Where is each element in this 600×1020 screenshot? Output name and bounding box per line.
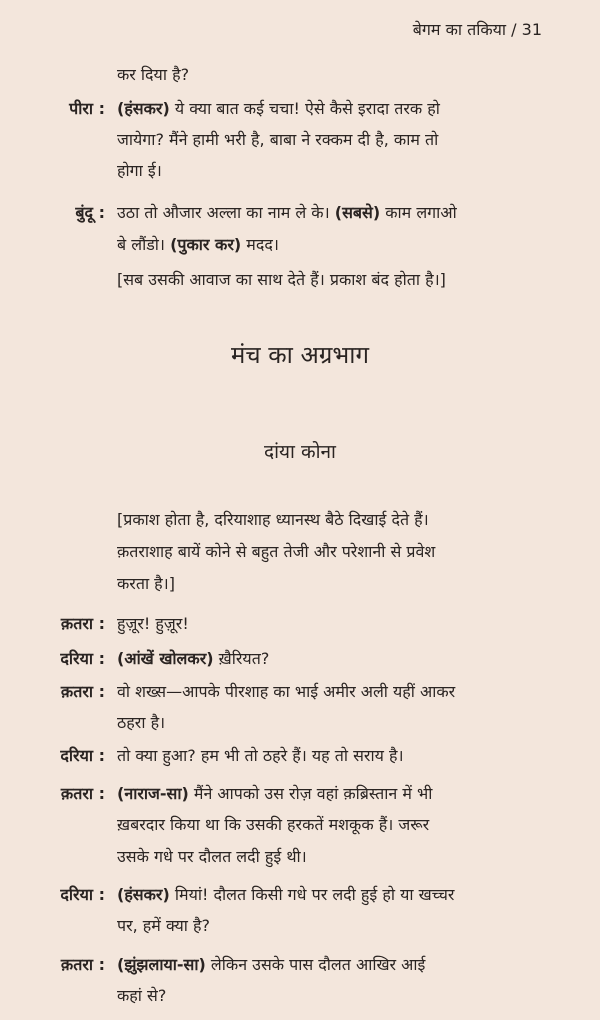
stage-direction: [प्रकाश होता है, दरियाशाह ध्यानस्थ बैठे दिखाई देते हैं। — [117, 510, 429, 529]
speaker-label: क़तरा : — [60, 955, 105, 974]
dialogue-line: (हंसकर) ये क्या बात कई चचा! ऐसे कैसे इरादा तरक हो — [117, 99, 440, 118]
continuation-line: कर दिया है? — [117, 65, 190, 84]
dialogue-line: (झुंझलाया-सा) लेकिन उसके पास दौलत आखिर आई — [117, 955, 426, 974]
speaker-label: दरिया : — [60, 649, 105, 668]
speaker-label: बुंदू : — [75, 203, 105, 222]
dialogue-line: उठा तो औजार अल्ला का नाम ले के। (सबसे) काम लगाओ — [117, 203, 457, 222]
dialogue-line: होगा ई। — [117, 161, 162, 180]
speaker-label: दरिया : — [60, 746, 105, 765]
dialogue-line: तो क्या हुआ? हम भी तो ठहरे हैं। यह तो सराय है। — [117, 746, 404, 765]
dialogue-line: कहां से? — [117, 986, 167, 1005]
speaker-label: क़तरा : — [60, 614, 105, 633]
dialogue-line: (नाराज-सा) मैंने आपको उस रोज़ वहां क़ब्रिस्तान में भी — [117, 784, 433, 803]
dialogue-line: (आंखें खोलकर) ख़ैरियत? — [117, 649, 270, 668]
speaker-label: दरिया : — [60, 885, 105, 904]
dialogue-line: ठहरा है। — [117, 713, 166, 732]
dialogue-line: जायेगा? मैंने हामी भरी है, बाबा ने रक्कम दी है, काम तो — [117, 130, 439, 149]
stage-direction: क़तराशाह बायें कोने से बहुत तेजी और परेशानी से प्रवेश — [117, 542, 436, 561]
dialogue-line: पर, हमें क्या है? — [117, 916, 211, 935]
speaker-label: पीरा : — [69, 99, 105, 118]
running-header: बेगम का तकिया / 31 — [412, 20, 542, 39]
dialogue-line: हुज़ूर! हुज़ूर! — [117, 614, 189, 633]
dialogue-line: ख़बरदार किया था कि उसकी हरकतें मशकूक हैं। जरूर — [117, 815, 430, 834]
speaker-label: क़तरा : — [60, 784, 105, 803]
speaker-label: क़तरा : — [60, 682, 105, 701]
dialogue-line: उसके गधे पर दौलत लदी हुई थी। — [117, 847, 307, 866]
dialogue-line: (हंसकर) मियां! दौलत किसी गधे पर लदी हुई हो या खच्चर — [117, 885, 455, 904]
stage-direction: [सब उसकी आवाज का साथ देते हैं। प्रकाश बंद होता है।] — [117, 270, 446, 289]
section-subtitle: दांया कोना — [264, 441, 336, 463]
dialogue-line: बे लौंडो। (पुकार कर) मदद। — [117, 235, 279, 254]
stage-direction: करता है।] — [117, 574, 175, 593]
dialogue-line: वो शख्स—आपके पीरशाह का भाई अमीर अली यहीं आकर — [117, 682, 456, 701]
section-title: मंच का अग्रभाग — [231, 341, 369, 369]
